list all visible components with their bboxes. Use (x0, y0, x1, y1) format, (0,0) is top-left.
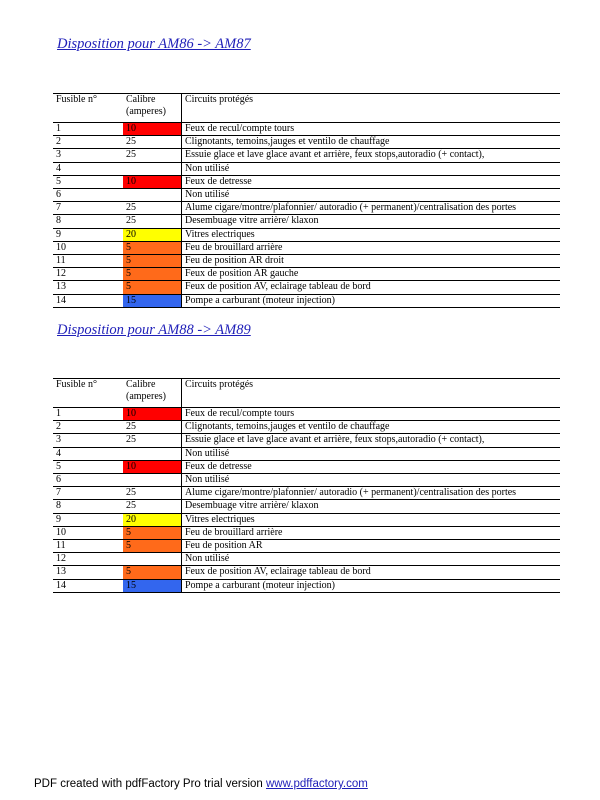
table-row (53, 281, 560, 294)
fuse-number: 7 (53, 487, 123, 500)
fuse-number: 3 (53, 434, 123, 447)
protected-circuit: Feux de recul/compte tours (182, 123, 561, 136)
footer-text: PDF created with pdfFactory Pro trial version (34, 778, 266, 790)
table-row (53, 294, 560, 307)
fuse-rating: 15 (123, 579, 182, 592)
fuse-rating: 5 (123, 281, 182, 294)
fuse-rating: 10 (123, 123, 182, 136)
fuse-number: 6 (53, 189, 123, 202)
fuse-table-am88-am89 (53, 378, 560, 593)
fuse-rating: 15 (123, 294, 182, 307)
protected-circuit: Alume cigare/montre/plafonnier/ autoradio (+ permanent)/centralisation des portes (182, 487, 561, 500)
protected-circuit: Non utilisé (182, 162, 561, 175)
fuse-number: 1 (53, 408, 123, 421)
protected-circuit: Desembuage vitre arrière/ klaxon (182, 215, 561, 228)
section-title-am86-am87: Disposition pour AM86 -> AM87 (57, 36, 251, 52)
fuse-rating (123, 553, 182, 566)
fuse-rating (123, 447, 182, 460)
fuse-rating: 5 (123, 566, 182, 579)
fuse-rating: 25 (123, 202, 182, 215)
table-row (53, 189, 560, 202)
fuse-number: 9 (53, 228, 123, 241)
table-row (53, 540, 560, 553)
fuse-rating: 5 (123, 540, 182, 553)
fuse-rating: 10 (123, 175, 182, 188)
fuse-number: 4 (53, 162, 123, 175)
fuse-rating: 25 (123, 136, 182, 149)
protected-circuit: Non utilisé (182, 553, 561, 566)
table-row (53, 255, 560, 268)
fuse-rating: 25 (123, 500, 182, 513)
table-row (53, 434, 560, 447)
protected-circuit: Clignotants, temoins,jauges et ventilo de chauffage (182, 421, 561, 434)
table-row (53, 421, 560, 434)
fuse-number: 13 (53, 281, 123, 294)
protected-circuit: Feu de brouillard arrière (182, 526, 561, 539)
header-calibre: Calibre (amperes) (123, 94, 182, 123)
table-row (53, 500, 560, 513)
fuse-rating: 5 (123, 241, 182, 254)
table-header-row (53, 94, 560, 123)
header-circuits: Circuits protégés (182, 379, 561, 408)
fuse-number: 2 (53, 421, 123, 434)
fuse-rating: 20 (123, 228, 182, 241)
protected-circuit: Feux de detresse (182, 175, 561, 188)
table-row (53, 487, 560, 500)
protected-circuit: Feux de detresse (182, 460, 561, 473)
header-fusible: Fusible n° (53, 379, 123, 408)
table-row (53, 513, 560, 526)
table-row (53, 228, 560, 241)
table-row (53, 241, 560, 254)
fuse-number: 7 (53, 202, 123, 215)
protected-circuit: Feu de position AR (182, 540, 561, 553)
fuse-rating: 25 (123, 149, 182, 162)
table-row (53, 460, 560, 473)
fuse-number: 10 (53, 241, 123, 254)
protected-circuit: Vitres electriques (182, 513, 561, 526)
fuse-number: 6 (53, 474, 123, 487)
section-title-am88-am89: Disposition pour AM88 -> AM89 (57, 322, 251, 338)
fuse-number: 14 (53, 294, 123, 307)
pdf-footer (34, 778, 368, 790)
fuse-number: 12 (53, 268, 123, 281)
protected-circuit: Desembuage vitre arrière/ klaxon (182, 500, 561, 513)
fuse-number: 4 (53, 447, 123, 460)
table-row (53, 215, 560, 228)
table-row (53, 202, 560, 215)
fuse-rating (123, 189, 182, 202)
table-row (53, 553, 560, 566)
fuse-number: 5 (53, 460, 123, 473)
protected-circuit: Essuie glace et lave glace avant et arrière, feux stops,autoradio (+ contact), (182, 149, 561, 162)
table-row (53, 408, 560, 421)
protected-circuit: Essuie glace et lave glace avant et arrière, feux stops,autoradio (+ contact), (182, 434, 561, 447)
fuse-rating: 10 (123, 460, 182, 473)
protected-circuit: Feux de position AV, eclairage tableau de bord (182, 281, 561, 294)
fuse-number: 8 (53, 215, 123, 228)
table-row (53, 268, 560, 281)
table-row (53, 566, 560, 579)
header-calibre: Calibre (amperes) (123, 379, 182, 408)
protected-circuit: Clignotants, temoins,jauges et ventilo de chauffage (182, 136, 561, 149)
fuse-rating: 20 (123, 513, 182, 526)
fuse-number: 14 (53, 579, 123, 592)
fuse-number: 3 (53, 149, 123, 162)
protected-circuit: Feu de position AR droit (182, 255, 561, 268)
protected-circuit: Feux de recul/compte tours (182, 408, 561, 421)
protected-circuit: Feu de brouillard arrière (182, 241, 561, 254)
table-row (53, 526, 560, 539)
fuse-rating: 25 (123, 434, 182, 447)
protected-circuit: Alume cigare/montre/plafonnier/ autoradio (+ permanent)/centralisation des portes (182, 202, 561, 215)
table-header-row (53, 379, 560, 408)
table-row (53, 579, 560, 592)
fuse-rating: 10 (123, 408, 182, 421)
fuse-number: 13 (53, 566, 123, 579)
fuse-number: 12 (53, 553, 123, 566)
fuse-number: 8 (53, 500, 123, 513)
fuse-rating: 25 (123, 421, 182, 434)
protected-circuit: Pompe a carburant (moteur injection) (182, 579, 561, 592)
protected-circuit: Vitres electriques (182, 228, 561, 241)
fuse-number: 9 (53, 513, 123, 526)
protected-circuit: Non utilisé (182, 447, 561, 460)
table-row (53, 474, 560, 487)
fuse-rating (123, 162, 182, 175)
fuse-rating: 5 (123, 255, 182, 268)
table-row (53, 136, 560, 149)
fuse-number: 5 (53, 175, 123, 188)
header-circuits: Circuits protégés (182, 94, 561, 123)
fuse-rating: 5 (123, 526, 182, 539)
table-row (53, 149, 560, 162)
protected-circuit: Feux de position AR gauche (182, 268, 561, 281)
fuse-rating: 25 (123, 487, 182, 500)
protected-circuit: Feux de position AV, eclairage tableau de bord (182, 566, 561, 579)
fuse-rating (123, 474, 182, 487)
protected-circuit: Non utilisé (182, 189, 561, 202)
table-row (53, 123, 560, 136)
fuse-number: 10 (53, 526, 123, 539)
fuse-rating: 25 (123, 215, 182, 228)
header-fusible: Fusible n° (53, 94, 123, 123)
fuse-number: 1 (53, 123, 123, 136)
pdffactory-link[interactable]: www.pdffactory.com (266, 778, 368, 790)
table-row (53, 175, 560, 188)
fuse-number: 11 (53, 255, 123, 268)
fuse-table-am86-am87 (53, 93, 560, 308)
fuse-number: 11 (53, 540, 123, 553)
table-row (53, 162, 560, 175)
fuse-number: 2 (53, 136, 123, 149)
table-row (53, 447, 560, 460)
protected-circuit: Pompe a carburant (moteur injection) (182, 294, 561, 307)
fuse-rating: 5 (123, 268, 182, 281)
protected-circuit: Non utilisé (182, 474, 561, 487)
